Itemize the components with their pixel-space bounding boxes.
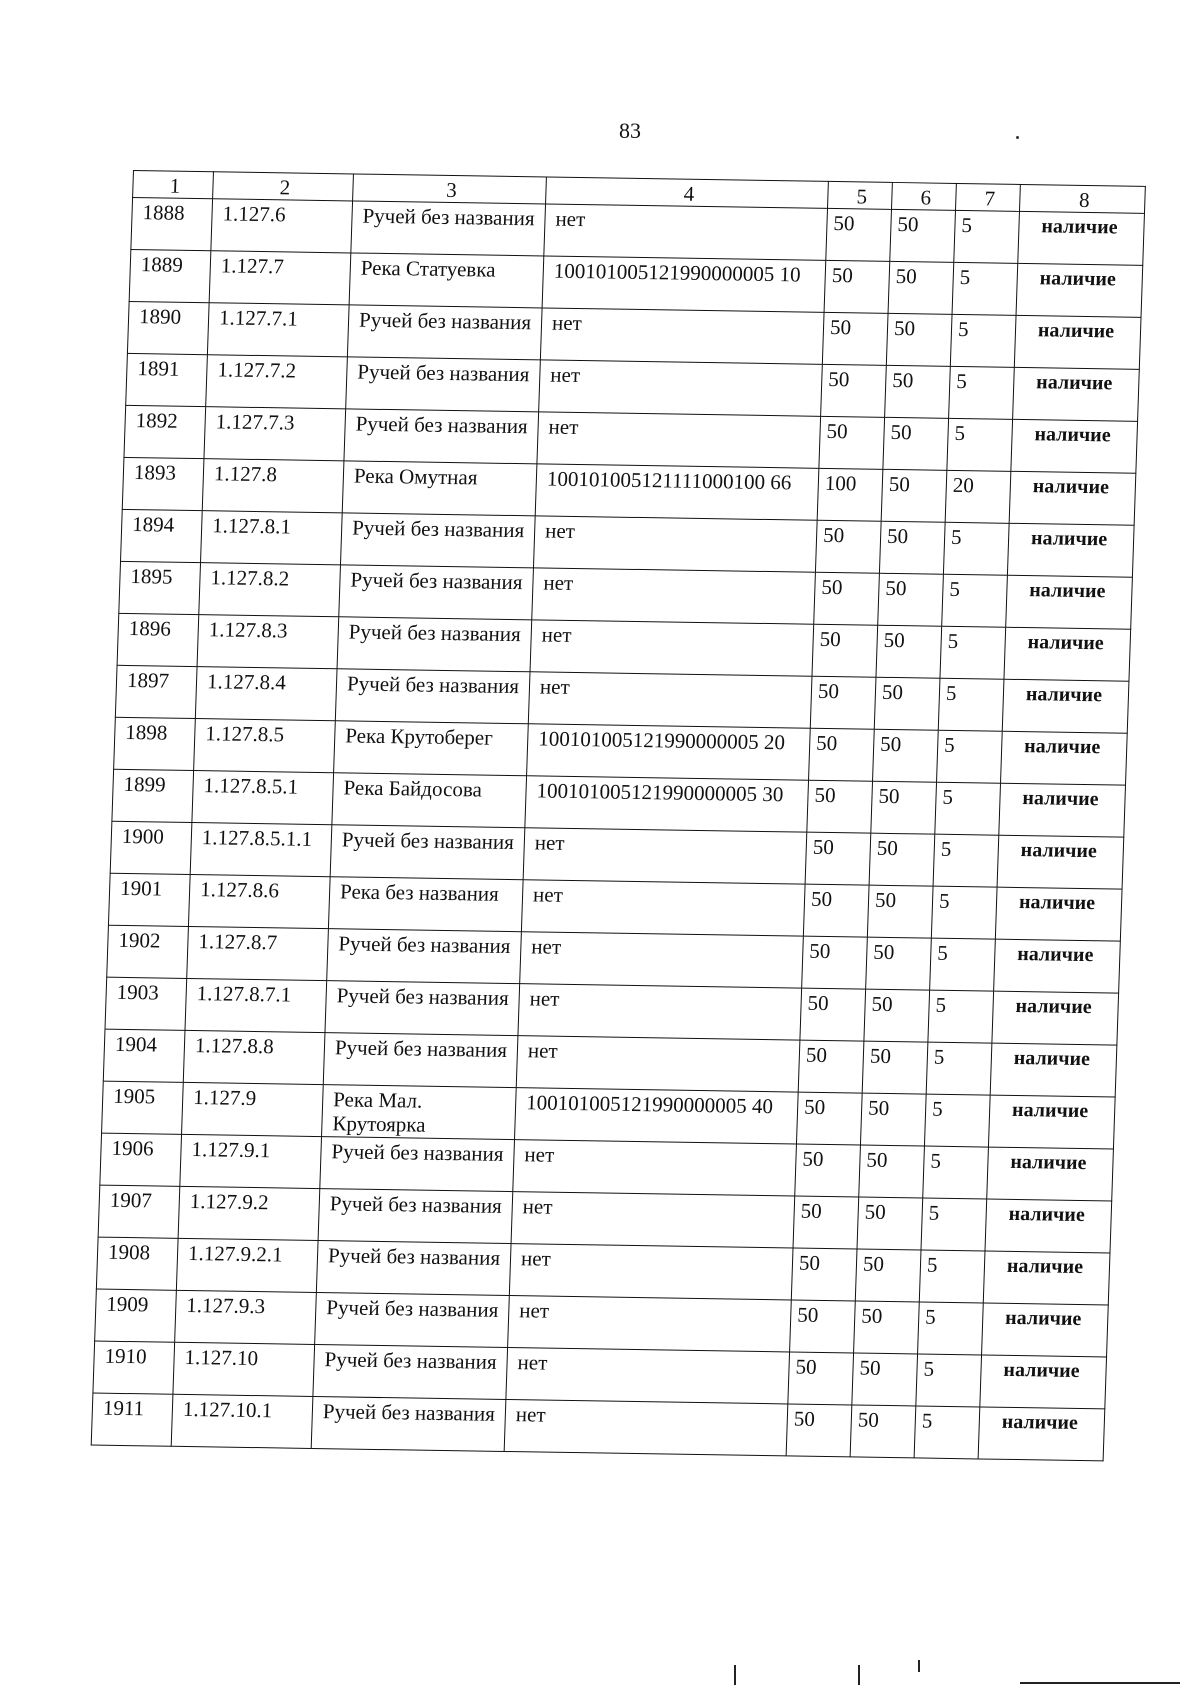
- col5-cell: 50: [821, 364, 887, 417]
- col7-cell: 5: [938, 678, 1004, 731]
- scan-mark: [734, 1665, 736, 1685]
- column-header: 3: [353, 174, 547, 204]
- status-cell: наличие: [1006, 575, 1133, 629]
- status-cell: наличие: [1002, 679, 1129, 733]
- name-cell: Река без названия: [328, 877, 523, 932]
- row-number-cell: 1898: [114, 717, 196, 770]
- status-cell: наличие: [1018, 211, 1145, 265]
- col6-cell: 50: [888, 261, 954, 314]
- col6-cell: 50: [850, 1405, 916, 1458]
- col6-cell: 50: [864, 989, 930, 1042]
- col5-cell: 50: [798, 1040, 864, 1093]
- registry-cell: нет: [516, 1036, 800, 1092]
- code-cell: 1.127.8.7.1: [185, 978, 327, 1032]
- status-cell: наличие: [1011, 419, 1138, 473]
- scan-mark: [918, 1660, 920, 1672]
- code-cell: 1.127.7.3: [204, 407, 346, 461]
- status-cell: наличие: [1009, 471, 1136, 525]
- status-cell: наличие: [1016, 263, 1143, 317]
- col6-cell: 50: [878, 573, 944, 626]
- column-header: 1: [133, 171, 214, 199]
- status-cell: наличие: [992, 991, 1119, 1045]
- code-cell: 1.127.8: [202, 459, 344, 513]
- col5-cell: 50: [793, 1196, 859, 1249]
- registry-cell: нет: [539, 360, 823, 416]
- status-cell: наличие: [985, 1199, 1112, 1253]
- col5-cell: 50: [809, 728, 875, 781]
- status-cell: наличие: [997, 835, 1124, 889]
- col5-cell: 50: [807, 780, 873, 833]
- col6-cell: 50: [867, 885, 933, 938]
- col5-cell: 50: [803, 884, 869, 937]
- status-cell: наличие: [980, 1355, 1107, 1409]
- col7-cell: 5: [933, 834, 999, 887]
- col6-cell: 50: [866, 937, 932, 990]
- row-number-cell: 1889: [129, 249, 211, 302]
- registry-cell: нет: [540, 308, 824, 364]
- column-header: 8: [1019, 184, 1145, 213]
- code-cell: 1.127.8.4: [195, 667, 337, 721]
- status-cell: наличие: [1004, 627, 1131, 681]
- col5-cell: 50: [819, 416, 885, 469]
- col5-cell: 50: [814, 572, 880, 625]
- name-cell: Река Омутная: [342, 461, 537, 516]
- code-cell: 1.127.9: [182, 1082, 324, 1136]
- status-cell: наличие: [1014, 315, 1141, 369]
- column-header: 7: [955, 183, 1020, 211]
- col5-cell: 50: [800, 988, 866, 1041]
- code-cell: 1.127.8.3: [197, 615, 339, 669]
- col5-cell: 50: [790, 1300, 856, 1353]
- row-number-cell: 1893: [122, 457, 204, 510]
- col7-cell: 5: [950, 314, 1016, 367]
- name-cell: Ручей без названия: [335, 669, 530, 724]
- row-number-cell: 1894: [121, 509, 203, 562]
- col5-cell: 50: [810, 676, 876, 729]
- name-cell: Ручей без названия: [318, 1189, 513, 1244]
- name-cell: Ручей без названия: [315, 1293, 510, 1348]
- code-cell: 1.127.8.5: [194, 719, 336, 773]
- code-cell: 1.127.10.1: [171, 1394, 313, 1448]
- registry-cell: нет: [509, 1244, 793, 1300]
- page-number: 83: [619, 118, 641, 143]
- registry-cell: нет: [521, 880, 805, 936]
- col7-cell: 5: [952, 262, 1018, 315]
- col7-cell: 5: [914, 1406, 980, 1459]
- col7-cell: 5: [947, 418, 1013, 471]
- row-number-cell: 1905: [102, 1081, 184, 1134]
- col6-cell: 50: [860, 1093, 926, 1146]
- code-cell: 1.127.8.5.1.1: [190, 823, 332, 877]
- registry-cell: нет: [511, 1192, 795, 1248]
- col6-cell: 50: [859, 1145, 925, 1198]
- status-cell: наличие: [1001, 731, 1128, 785]
- col5-cell: 50: [815, 520, 881, 573]
- col7-cell: 5: [919, 1250, 985, 1303]
- col6-cell: 50: [885, 365, 951, 418]
- registry-cell: нет: [508, 1296, 792, 1352]
- row-number-cell: 1902: [107, 925, 189, 978]
- row-number-cell: 1900: [110, 821, 192, 874]
- scan-mark: [858, 1665, 860, 1685]
- code-cell: 1.127.8.8: [183, 1030, 325, 1084]
- status-cell: наличие: [983, 1251, 1110, 1305]
- registry-cell: нет: [504, 1400, 788, 1456]
- col6-cell: 50: [874, 677, 940, 730]
- status-cell: наличие: [1007, 523, 1134, 577]
- col7-cell: 5: [926, 1042, 992, 1095]
- registry-cell: 100101005121990000005 10: [542, 256, 826, 312]
- scan-speck: [1016, 136, 1019, 139]
- name-cell: Ручей без названия: [337, 617, 532, 672]
- col7-cell: 5: [916, 1354, 982, 1407]
- col7-cell: 5: [954, 210, 1020, 263]
- name-cell: Ручей без названия: [346, 357, 541, 412]
- status-cell: наличие: [978, 1407, 1105, 1461]
- col7-cell: 5: [921, 1198, 987, 1251]
- col7-cell: 5: [940, 626, 1006, 679]
- col6-cell: 50: [873, 729, 939, 782]
- name-cell: Река Мал. Крутоярка: [322, 1085, 517, 1140]
- column-header: 4: [546, 177, 829, 208]
- col5-cell: 50: [791, 1248, 857, 1301]
- name-cell: Ручей без названия: [340, 513, 535, 568]
- col7-cell: 5: [942, 574, 1008, 627]
- status-cell: наличие: [987, 1147, 1114, 1201]
- row-number-cell: 1895: [119, 561, 201, 614]
- row-number-cell: 1890: [127, 301, 209, 354]
- col5-cell: 50: [795, 1144, 861, 1197]
- name-cell: Ручей без названия: [327, 929, 522, 984]
- col7-cell: 5: [918, 1302, 984, 1355]
- rivers-table: [91, 170, 1146, 1461]
- registry-cell: нет: [528, 672, 812, 728]
- code-cell: 1.127.8.6: [188, 874, 330, 928]
- col6-cell: 50: [857, 1197, 923, 1250]
- col7-cell: 5: [937, 730, 1003, 783]
- code-cell: 1.127.10: [173, 1342, 315, 1396]
- status-cell: наличие: [994, 939, 1121, 993]
- row-number-cell: 1899: [112, 769, 194, 822]
- name-cell: Река Крутоберег: [334, 721, 529, 776]
- registry-cell: нет: [533, 516, 817, 572]
- column-header: 2: [213, 172, 354, 201]
- name-cell: Ручей без названия: [320, 1137, 515, 1192]
- col5-cell: 50: [796, 1092, 862, 1145]
- code-cell: 1.127.7: [209, 251, 351, 305]
- status-cell: наличие: [1013, 367, 1140, 421]
- row-number-cell: 1903: [105, 977, 187, 1030]
- registry-cell: 100101005121990000005 40: [514, 1088, 798, 1144]
- name-cell: Ручей без названия: [323, 1033, 518, 1088]
- code-cell: 1.127.9.1: [180, 1134, 322, 1188]
- registry-cell: нет: [530, 620, 814, 676]
- row-number-cell: 1904: [103, 1029, 185, 1082]
- registry-cell: нет: [506, 1348, 790, 1404]
- row-number-cell: 1907: [98, 1185, 180, 1238]
- col6-cell: 50: [862, 1041, 928, 1094]
- col5-cell: 50: [788, 1352, 854, 1405]
- code-cell: 1.127.8.2: [199, 563, 341, 617]
- row-number-cell: 1897: [115, 665, 197, 718]
- registry-cell: 100101005121111000100 66: [535, 464, 819, 520]
- col7-cell: 5: [931, 886, 997, 939]
- status-cell: наличие: [999, 783, 1126, 837]
- col5-cell: 50: [805, 832, 871, 885]
- code-cell: 1.127.8.7: [187, 926, 329, 980]
- name-cell: Ручей без названия: [339, 565, 534, 620]
- col7-cell: 5: [943, 522, 1009, 575]
- column-header: 5: [828, 181, 893, 209]
- col5-cell: 50: [826, 208, 892, 261]
- row-number-cell: 1910: [93, 1341, 175, 1394]
- row-number-cell: 1891: [126, 353, 208, 406]
- code-cell: 1.127.6: [211, 199, 353, 253]
- col5-cell: 50: [802, 936, 868, 989]
- col6-cell: 50: [876, 625, 942, 678]
- col7-cell: 5: [930, 938, 996, 991]
- col6-cell: 50: [890, 209, 956, 262]
- col6-cell: 50: [886, 313, 952, 366]
- col7-cell: 5: [935, 782, 1001, 835]
- col6-cell: 50: [855, 1249, 921, 1302]
- code-cell: 1.127.9.3: [175, 1290, 317, 1344]
- row-number-cell: 1901: [108, 873, 190, 926]
- status-cell: наличие: [982, 1303, 1109, 1357]
- name-cell: Ручей без названия: [347, 305, 542, 360]
- col6-cell: 50: [854, 1301, 920, 1354]
- row-number-cell: 1892: [124, 405, 206, 458]
- registry-cell: нет: [513, 1140, 797, 1196]
- col7-cell: 5: [924, 1094, 990, 1147]
- row-number-cell: 1888: [131, 197, 213, 250]
- row-number-cell: 1896: [117, 613, 199, 666]
- scan-mark: [1020, 1682, 1180, 1684]
- name-cell: Ручей без названия: [325, 981, 520, 1036]
- col7-cell: 20: [945, 470, 1011, 523]
- row-number-cell: 1911: [91, 1393, 173, 1446]
- code-cell: 1.127.8.5.1: [192, 771, 334, 825]
- code-cell: 1.127.9.2: [178, 1186, 320, 1240]
- name-cell: Ручей без названия: [344, 409, 539, 464]
- row-number-cell: 1906: [100, 1133, 182, 1186]
- col5-cell: 50: [822, 312, 888, 365]
- status-cell: наличие: [988, 1095, 1115, 1149]
- col6-cell: 50: [883, 417, 949, 470]
- status-cell: наличие: [995, 887, 1122, 941]
- row-number-cell: 1909: [95, 1289, 177, 1342]
- code-cell: 1.127.7.1: [207, 303, 349, 357]
- name-cell: Ручей без названия: [330, 825, 525, 880]
- code-cell: 1.127.7.2: [206, 355, 348, 409]
- col6-cell: 50: [852, 1353, 918, 1406]
- col5-cell: 50: [812, 624, 878, 677]
- registry-cell: нет: [520, 932, 804, 988]
- code-cell: 1.127.9.2.1: [176, 1238, 318, 1292]
- col6-cell: 50: [871, 781, 937, 834]
- registry-cell: нет: [537, 412, 821, 468]
- col5-cell: 100: [817, 468, 883, 521]
- name-cell: Ручей без названия: [316, 1241, 511, 1296]
- column-header: 6: [891, 182, 956, 210]
- name-cell: Река Байдосова: [332, 773, 527, 828]
- col5-cell: 50: [824, 260, 890, 313]
- name-cell: Ручей без названия: [351, 201, 546, 256]
- col5-cell: 50: [786, 1404, 852, 1457]
- registry-cell: нет: [544, 204, 828, 260]
- col7-cell: 5: [949, 366, 1015, 419]
- col7-cell: 5: [928, 990, 994, 1043]
- registry-cell: 100101005121990000005 30: [525, 776, 809, 832]
- registry-cell: нет: [532, 568, 816, 624]
- status-cell: наличие: [990, 1043, 1117, 1097]
- name-cell: Ручей без названия: [313, 1344, 508, 1399]
- name-cell: Река Статуевка: [349, 253, 544, 308]
- col6-cell: 50: [869, 833, 935, 886]
- name-cell: Ручей без названия: [311, 1396, 506, 1451]
- registry-cell: 100101005121990000005 20: [527, 724, 811, 780]
- col6-cell: 50: [879, 521, 945, 574]
- table-body: [91, 197, 1144, 1460]
- code-cell: 1.127.8.1: [201, 511, 343, 565]
- row-number-cell: 1908: [96, 1237, 178, 1290]
- registry-cell: нет: [518, 984, 802, 1040]
- col6-cell: 50: [881, 469, 947, 522]
- col7-cell: 5: [923, 1146, 989, 1199]
- registry-cell: нет: [523, 828, 807, 884]
